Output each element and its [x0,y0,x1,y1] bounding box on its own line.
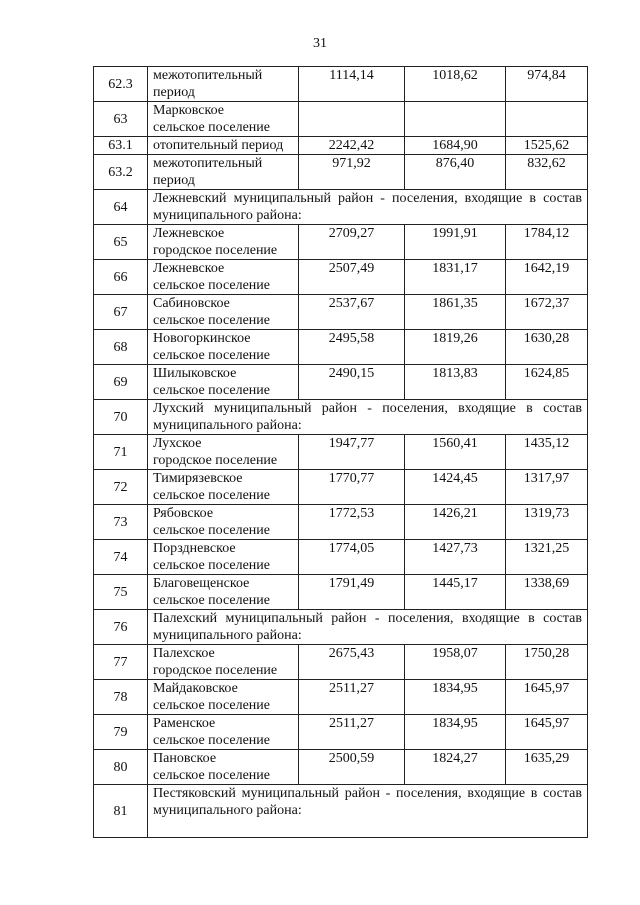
table-row [94,102,588,137]
settlement-name-line: Лухское [153,436,202,451]
settlement-name-line: отопительный период [153,138,284,153]
settlement-name-line: Тимирязевское [153,471,243,486]
row-number: 67 [94,295,148,330]
value-cell-2: 1991,91 [405,225,506,260]
value-cell-3: 1525,62 [506,137,588,155]
settlement-name-line: сельское поселение [153,733,270,748]
settlement-name-line: городское поселение [153,663,278,678]
value-cell-2: 1861,35 [405,295,506,330]
value-cell-3: 1784,12 [506,225,588,260]
settlement-name [148,260,299,295]
table-row [94,137,588,155]
settlement-name [148,540,299,575]
value-cell-1: 2495,58 [299,330,405,365]
row-number: 75 [94,575,148,610]
value-cell-3: 1624,85 [506,365,588,400]
row-number: 77 [94,645,148,680]
table-row [94,505,588,540]
value-cell-1: 1772,53 [299,505,405,540]
settlement-name-line: Марковское [153,103,224,118]
settlement-name [148,365,299,400]
table-row [94,295,588,330]
row-number: 74 [94,540,148,575]
value-cell-3: 1321,25 [506,540,588,575]
value-cell-3: 1630,28 [506,330,588,365]
row-number: 62.3 [94,67,148,102]
value-cell-2: 1018,62 [405,67,506,102]
settlement-name-line: межотопительный [153,68,263,83]
value-cell-1 [299,102,405,137]
settlement-name [148,645,299,680]
table-row [94,365,588,400]
row-number: 65 [94,225,148,260]
row-number: 69 [94,365,148,400]
row-number: 76 [94,610,148,645]
value-cell-2: 1824,27 [405,750,506,785]
value-cell-2: 1560,41 [405,435,506,470]
value-cell-3: 1317,97 [506,470,588,505]
value-cell-2: 876,40 [405,155,506,190]
row-number: 63.2 [94,155,148,190]
row-number: 73 [94,505,148,540]
settlement-name-line: Палехское [153,646,215,661]
value-cell-3: 974,84 [506,67,588,102]
value-cell-1: 2507,49 [299,260,405,295]
table-row [94,155,588,190]
value-cell-1: 1114,14 [299,67,405,102]
page-number: 31 [313,36,327,51]
value-cell-3: 1672,37 [506,295,588,330]
row-number: 70 [94,400,148,435]
settlement-name-line: сельское поселение [153,348,270,363]
settlement-name [148,680,299,715]
settlement-name-line: Новогоркинское [153,331,251,346]
settlement-name-line: Благовещенское [153,576,250,591]
table-row [94,715,588,750]
row-number: 79 [94,715,148,750]
value-cell-3: 1645,97 [506,680,588,715]
district-heading: Палехский муниципальный район - поселения, входящие в состав муниципального района: [148,610,588,645]
value-cell-1: 1947,77 [299,435,405,470]
table-row [94,67,588,102]
row-number: 71 [94,435,148,470]
settlement-name [148,750,299,785]
row-number: 78 [94,680,148,715]
table-row [94,400,588,435]
value-cell-2: 1958,07 [405,645,506,680]
settlement-name [148,137,299,155]
settlement-name-line: Порздневское [153,541,236,556]
settlement-name-line: городское поселение [153,453,278,468]
value-cell-3: 1635,29 [506,750,588,785]
district-heading: Лухский муниципальный район - поселения, входящие в состав муниципального района: [148,400,588,435]
settlement-name [148,295,299,330]
settlement-name [148,715,299,750]
value-cell-1: 1770,77 [299,470,405,505]
settlement-name [148,102,299,137]
value-cell-2: 1819,26 [405,330,506,365]
table-row [94,225,588,260]
value-cell-1: 2511,27 [299,715,405,750]
settlement-name-line: сельское поселение [153,768,270,783]
settlement-name-line: сельское поселение [153,278,270,293]
table-row [94,750,588,785]
value-cell-3: 832,62 [506,155,588,190]
settlement-name-line: межотопительный [153,156,263,171]
table-row [94,470,588,505]
value-cell-3: 1319,73 [506,505,588,540]
value-cell-1: 2511,27 [299,680,405,715]
settlement-name-line: период [153,85,195,100]
settlement-name-line: период [153,173,195,188]
table-row [94,330,588,365]
value-cell-3: 1642,19 [506,260,588,295]
settlement-name-line: сельское поселение [153,313,270,328]
table-row [94,785,588,838]
settlement-name-line: сельское поселение [153,558,270,573]
value-cell-2: 1424,45 [405,470,506,505]
value-cell-1: 2675,43 [299,645,405,680]
tariff-table [93,66,588,838]
settlement-name-line: сельское поселение [153,120,270,135]
row-number: 64 [94,190,148,225]
table-row [94,435,588,470]
value-cell-1: 1774,05 [299,540,405,575]
settlement-name-line: городское поселение [153,243,278,258]
table-row [94,260,588,295]
value-cell-2: 1834,95 [405,680,506,715]
value-cell-1: 1791,49 [299,575,405,610]
table-body [94,67,588,838]
value-cell-2: 1684,90 [405,137,506,155]
value-cell-3: 1645,97 [506,715,588,750]
row-number: 63.1 [94,137,148,155]
value-cell-1: 2709,27 [299,225,405,260]
value-cell-1: 2242,42 [299,137,405,155]
value-cell-3: 1750,28 [506,645,588,680]
settlement-name [148,225,299,260]
value-cell-3 [506,102,588,137]
settlement-name [148,155,299,190]
value-cell-2: 1813,83 [405,365,506,400]
settlement-name-line: Шилыковское [153,366,237,381]
settlement-name-line: сельское поселение [153,383,270,398]
settlement-name [148,575,299,610]
table-row [94,645,588,680]
value-cell-3: 1338,69 [506,575,588,610]
district-heading: Пестяковский муниципальный район - поселения, входящие в состав муниципального района: [148,785,588,838]
settlement-name-line: сельское поселение [153,593,270,608]
settlement-name-line: Лежневское [153,226,225,241]
table-row [94,540,588,575]
value-cell-2 [405,102,506,137]
settlement-name [148,435,299,470]
settlement-name-line: сельское поселение [153,698,270,713]
settlement-name [148,67,299,102]
value-cell-2: 1834,95 [405,715,506,750]
table-row [94,190,588,225]
value-cell-1: 971,92 [299,155,405,190]
settlement-name [148,330,299,365]
row-number: 63 [94,102,148,137]
settlement-name-line: Лежневское [153,261,225,276]
value-cell-3: 1435,12 [506,435,588,470]
settlement-name-line: Сабиновское [153,296,230,311]
settlement-name-line: Раменское [153,716,216,731]
row-number: 81 [94,785,148,838]
row-number: 66 [94,260,148,295]
settlement-name [148,505,299,540]
settlement-name [148,470,299,505]
value-cell-2: 1831,17 [405,260,506,295]
district-heading: Лежневский муниципальный район - поселения, входящие в состав муниципального района: [148,190,588,225]
settlement-name-line: сельское поселение [153,488,270,503]
table-row [94,575,588,610]
row-number: 72 [94,470,148,505]
value-cell-2: 1427,73 [405,540,506,575]
table-row [94,680,588,715]
settlement-name-line: Пановское [153,751,217,766]
row-number: 68 [94,330,148,365]
value-cell-1: 2500,59 [299,750,405,785]
settlement-name-line: Майдаковское [153,681,238,696]
table-row [94,610,588,645]
value-cell-2: 1426,21 [405,505,506,540]
settlement-name-line: Рябовское [153,506,214,521]
value-cell-1: 2490,15 [299,365,405,400]
value-cell-1: 2537,67 [299,295,405,330]
settlement-name-line: сельское поселение [153,523,270,538]
row-number: 80 [94,750,148,785]
value-cell-2: 1445,17 [405,575,506,610]
